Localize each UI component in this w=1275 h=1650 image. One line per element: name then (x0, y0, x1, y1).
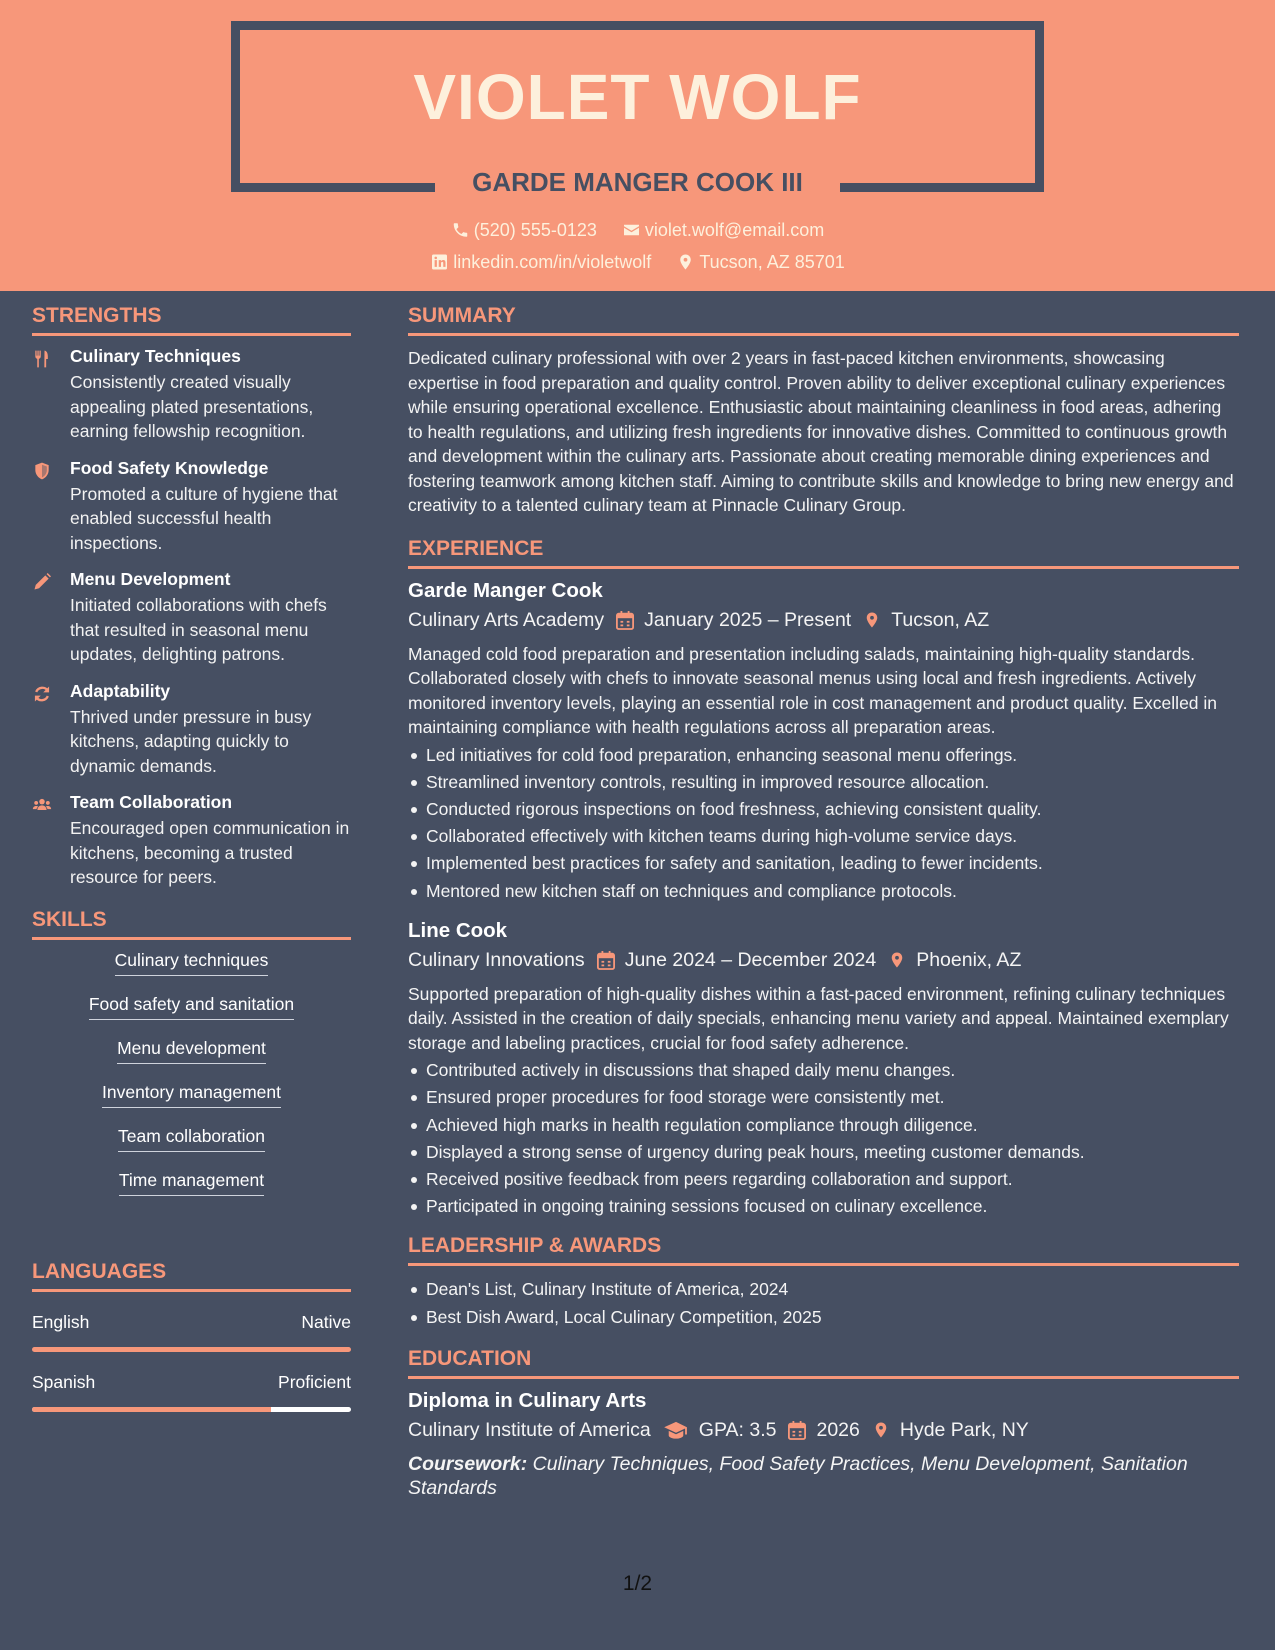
job-title: GARDE MANGER COOK III (472, 167, 803, 197)
skill-item: Culinary techniques (115, 950, 269, 976)
education-school: Culinary Institute of America (408, 1418, 651, 1441)
coursework (408, 1452, 1239, 1501)
list-item: Ensured proper procedures for food storage were consistently met. (408, 1084, 1239, 1111)
map-marker-icon (676, 253, 695, 271)
skill-list (32, 950, 351, 1214)
coursework-label: Coursework: (408, 1452, 528, 1475)
language-bar-fill (32, 1347, 351, 1352)
list-item: Streamlined inventory controls, resulting in improved resource allocation. (408, 769, 1239, 796)
language-level: Proficient (278, 1371, 351, 1392)
left-column (32, 304, 351, 1412)
calendar-icon (597, 950, 615, 970)
coursework-text: Culinary Techniques, Food Safety Practices, Menu Development, Sanitation Standards (408, 1452, 1188, 1500)
job-bullets (408, 742, 1239, 905)
job-entry (408, 919, 1239, 1221)
location-contact (676, 252, 844, 273)
education-gpa: GPA: 3.5 (698, 1418, 777, 1441)
phone-icon (451, 221, 470, 239)
contact-row-2 (0, 252, 1275, 273)
language-item (32, 1372, 351, 1412)
strength-desc: Thrived under pressure in busy kitchens, adapting quickly to dynamic demands. (70, 706, 312, 776)
skill-item: Time management (119, 1170, 264, 1196)
job-company: Culinary Innovations (408, 948, 585, 971)
strength-title: Adaptability (70, 680, 171, 701)
summary-text: Dedicated culinary professional with over 2 years in fast-paced kitchen environments, showcasing expertise in food preparation and quality control. Proven ability to deliver exceptional culinary experiences while ensuring operational excellence. Enthusiastic about maintaining cleanliness in food areas, adhering to health regulations, and utilizing fresh ingredients for innovative dishes. Committed to continuous growth and development within the culinary arts. Passionate about creating memorable dining experiences and fostering teamwork among kitchen staff. Aiming to contribute skills and knowledge to bring new energy and creativity to a talented culinary team at Pinnacle Culinary Group. (408, 348, 1234, 515)
awards-heading: LEADERSHIP & AWARDS (408, 1234, 1239, 1266)
language-bar (32, 1347, 351, 1352)
strength-title: Culinary Techniques (70, 346, 241, 366)
skills-section (32, 908, 351, 1214)
job-location: Phoenix, AZ (916, 948, 1022, 971)
job-entry (408, 579, 1239, 905)
linkedin-text: linkedin.com/in/violetwolf (453, 252, 652, 272)
list-item: Received positive feedback from peers regarding collaboration and support. (408, 1166, 1239, 1193)
linkedin-contact[interactable] (430, 252, 651, 273)
map-marker-icon (888, 950, 906, 970)
language-level: Native (301, 1311, 351, 1332)
shield-icon (32, 461, 52, 481)
strength-item (32, 458, 351, 556)
languages-section (32, 1260, 351, 1412)
language-bar-fill (32, 1407, 271, 1412)
skill-item: Menu development (117, 1038, 266, 1064)
location-text: Tucson, AZ 85701 (699, 252, 845, 272)
list-item: Achieved high marks in health regulation compliance through diligence. (408, 1112, 1239, 1139)
list-item: Conducted rigorous inspections on food freshness, achieving consistent quality. (408, 796, 1239, 823)
job-dates: January 2025 – Present (644, 608, 852, 631)
job-meta (408, 609, 1239, 632)
skill-item: Team collaboration (118, 1126, 265, 1152)
job-position: Garde Manger Cook (408, 578, 603, 602)
envelope-icon (622, 221, 641, 239)
job-dates: June 2024 – December 2024 (624, 948, 877, 971)
summary-heading: SUMMARY (408, 304, 1239, 336)
strength-title: Food Safety Knowledge (70, 457, 269, 478)
map-marker-icon (872, 1420, 890, 1440)
job-location: Tucson, AZ (891, 608, 990, 631)
strength-item (32, 346, 351, 444)
languages-heading: LANGUAGES (32, 1260, 351, 1292)
language-name: Spanish (32, 1371, 96, 1392)
language-name: English (32, 1311, 90, 1332)
summary-section (408, 304, 1239, 518)
education-degree: Diploma in Culinary Arts (408, 1388, 647, 1412)
skill-item: Food safety and sanitation (89, 994, 294, 1020)
job-description: Supported preparation of high-quality dishes within a fast-paced environment, refining culinary techniques daily. Assisted in the creation of daily specials, enhancing menu variety and appeal. Maintained exemplary storage and labeling practices, crucial for food safety adherence. (408, 983, 1229, 1053)
language-item (32, 1312, 351, 1352)
list-item: Collaborated effectively with kitchen teams during high-volume service days. (408, 823, 1239, 850)
strength-desc: Initiated collaborations with chefs that resulted in seasonal menu updates, delighting patrons. (70, 595, 327, 664)
list-item: Led initiatives for cold food preparation, enhancing seasonal menu offerings. (408, 742, 1239, 769)
resume-header (0, 0, 1275, 291)
strengths-heading: STRENGTHS (32, 304, 351, 336)
job-position: Line Cook (408, 918, 508, 942)
strengths-section (32, 304, 351, 890)
experience-heading: EXPERIENCE (408, 537, 1239, 569)
strength-desc: Encouraged open communication in kitchens, becoming a trusted resource for peers. (70, 818, 350, 887)
language-bar (32, 1407, 351, 1412)
strength-item (32, 792, 351, 890)
phone-text: (520) 555-0123 (473, 220, 597, 240)
job-bullets (408, 1057, 1239, 1220)
calendar-icon (616, 610, 634, 630)
education-year: 2026 (816, 1418, 860, 1441)
strength-item (32, 569, 351, 667)
email-text: violet.wolf@email.com (644, 220, 825, 240)
email-contact[interactable] (622, 220, 824, 241)
list-item: Participated in ongoing training sessions focused on culinary excellence. (408, 1193, 1239, 1220)
awards-list (408, 1276, 1239, 1330)
utensils-icon (32, 349, 52, 369)
calendar-icon (788, 1420, 806, 1440)
list-item: Best Dish Award, Local Culinary Competition, 2025 (408, 1304, 1239, 1331)
list-item: Mentored new kitchen staff on techniques and compliance protocols. (408, 878, 1239, 905)
sync-icon (32, 684, 52, 704)
education-location: Hyde Park, NY (899, 1418, 1029, 1441)
strength-desc: Promoted a culture of hygiene that enabled successful health inspections. (70, 483, 338, 553)
job-company: Culinary Arts Academy (408, 608, 605, 631)
phone-contact[interactable] (451, 220, 597, 241)
graduation-cap-icon (663, 1420, 689, 1440)
users-icon (32, 795, 52, 815)
strength-title: Menu Development (70, 569, 231, 589)
list-item: Dean's List, Culinary Institute of America, 2024 (408, 1276, 1239, 1303)
contact-row-1 (0, 220, 1275, 241)
page-number: 1/2 (622, 1572, 653, 1595)
experience-section (408, 537, 1239, 1221)
strength-title: Team Collaboration (70, 792, 233, 812)
education-heading: EDUCATION (408, 1347, 1239, 1379)
linkedin-icon (430, 253, 449, 271)
skill-item: Inventory management (102, 1082, 281, 1108)
strength-item (32, 681, 351, 779)
list-item: Contributed actively in discussions that shaped daily menu changes. (408, 1057, 1239, 1084)
map-marker-icon (863, 610, 881, 630)
pencil-icon (32, 572, 52, 592)
candidate-name: VIOLET WOLF (413, 61, 862, 133)
education-section (408, 1347, 1239, 1501)
awards-section (408, 1234, 1239, 1330)
strength-desc: Consistently created visually appealing plated presentations, earning fellowship recognition. (70, 372, 314, 441)
list-item: Displayed a strong sense of urgency during peak hours, meeting customer demands. (408, 1139, 1239, 1166)
job-description: Managed cold food preparation and presentation including salads, maintaining high-quality standards. Collaborated closely with chefs to innovate seasonal menus using local and fresh ingredients. Actively monitored inventory levels, playing an essential role in cost management and product quality. Excelled in maintaining compliance with health regulations across all preparation areas. (408, 643, 1218, 737)
right-column (408, 304, 1239, 1501)
job-meta (408, 949, 1239, 972)
education-meta (408, 1419, 1239, 1442)
skills-heading: SKILLS (32, 908, 351, 940)
list-item: Implemented best practices for safety and sanitation, leading to fewer incidents. (408, 850, 1239, 877)
